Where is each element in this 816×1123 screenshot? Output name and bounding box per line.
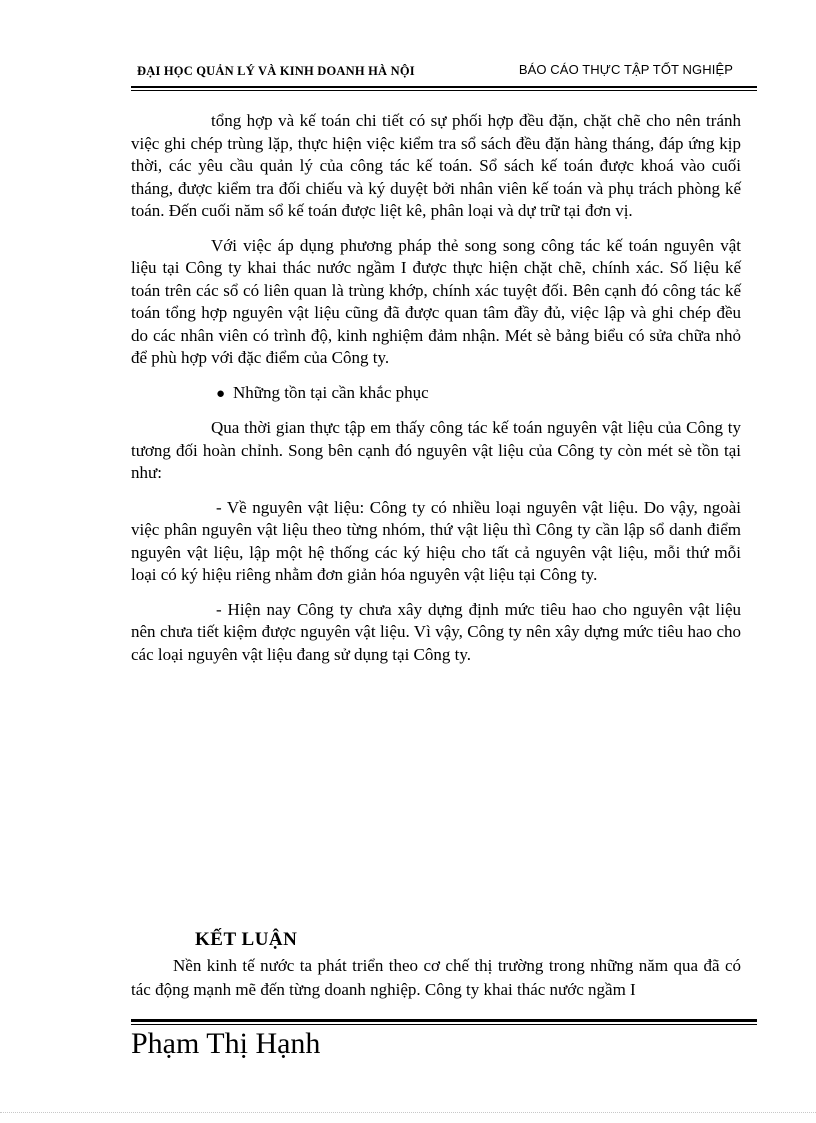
dash-item-1: - Về nguyên vật liệu: Công ty có nhiều loại nguyên vật liệu. Do vậy, ngoài việc phân nguyên vật liệu theo từng nhóm, thứ vật liệu thì Công ty cần lập sổ danh điểm nguyên vật liệu, lập một hệ thống các ký hiệu cho tất cả nguyên vật liệu, mỗi thứ mỗi loại có ký hiệu riêng nhằm đơn giản hóa nguyên vật liệu tại Công ty. bbox=[131, 497, 741, 584]
dash-item-2: - Hiện nay Công ty chưa xây dựng định mức tiêu hao cho nguyên vật liệu nên chưa tiết kiệm được nguyên vật liệu. Vì vậy, Công ty nên xây dựng mức tiêu hao cho các loại nguyên vật liệu đang sử dụng tại Công ty. bbox=[131, 599, 741, 664]
report-title: BÁO CÁO THỰC TẬP TỐT NGHIỆP bbox=[518, 62, 733, 77]
bullet-item bbox=[131, 382, 741, 406]
author-name: Phạm Thị Hạnh bbox=[131, 1027, 321, 1060]
bullet-icon: ● bbox=[216, 385, 226, 402]
university-name: ĐẠI HỌC QUẢN LÝ VÀ KINH DOANH HÀ NỘI bbox=[137, 64, 415, 78]
conclusion-section bbox=[131, 928, 741, 1002]
header-rule-thin bbox=[131, 90, 757, 91]
footer-rule bbox=[131, 1019, 757, 1022]
page-bottom-border bbox=[0, 1112, 816, 1113]
conclusion-text: Nền kinh tế nước ta phát triển theo cơ chế thị trường trong những năm qua đã có tác động mạnh mẽ đến từng doanh nghiệp. Công ty khai thác nước ngầm I bbox=[131, 956, 741, 999]
footer-rule-thin bbox=[131, 1024, 757, 1025]
paragraph-1: tổng hợp và kế toán chi tiết có sự phối hợp đều đặn, chặt chẽ cho nên tránh việc ghi chép trùng lặp, thực hiện việc kiểm tra sổ sách đều đặn hàng tháng, đáp ứng kịp thời, các yêu cầu quản lý của công tác kế toán. Sổ sách kế toán được khoá vào cuối tháng, được kiểm tra đối chiếu và ký duyệt bởi nhân viên kế toán và phụ trách phòng kế toán. Đến cuối năm sổ kế toán được liệt kê, phân loại và dự trữ tại đơn vị. bbox=[131, 111, 741, 220]
conclusion-title: KẾT LUẬN bbox=[195, 929, 298, 950]
bullet-text: Những tồn tại cần khắc phục bbox=[233, 382, 429, 402]
paragraph-2: Với việc áp dụng phương pháp thẻ song song công tác kế toán nguyên vật liệu tại Công ty khai thác nước ngầm I được thực hiện chặt chẽ, chính xác. Số liệu kế toán trên các sổ có liên quan là trùng khớp, chính xác tuyệt đối. Bên cạnh đó công tác kế toán tổng hợp nguyên vật liệu cũng đã được quan tâm đầy đủ, việc lập và ghi chép đều do các nhân viên có trình độ, kinh nghiệm đảm nhận. Mét sè bảng biểu có sửa chữa nhỏ để phù hợp với đặc điểm của Công ty. bbox=[131, 235, 741, 367]
paragraph-3: Qua thời gian thực tập em thấy công tác kế toán nguyên vật liệu của Công ty tương đối hoàn chỉnh. Song bên cạnh đó nguyên vật liệu của Công ty còn mét sè tồn tại như: bbox=[131, 418, 741, 482]
page-header bbox=[131, 58, 757, 88]
header-rule bbox=[131, 86, 757, 88]
body-text bbox=[131, 110, 741, 666]
